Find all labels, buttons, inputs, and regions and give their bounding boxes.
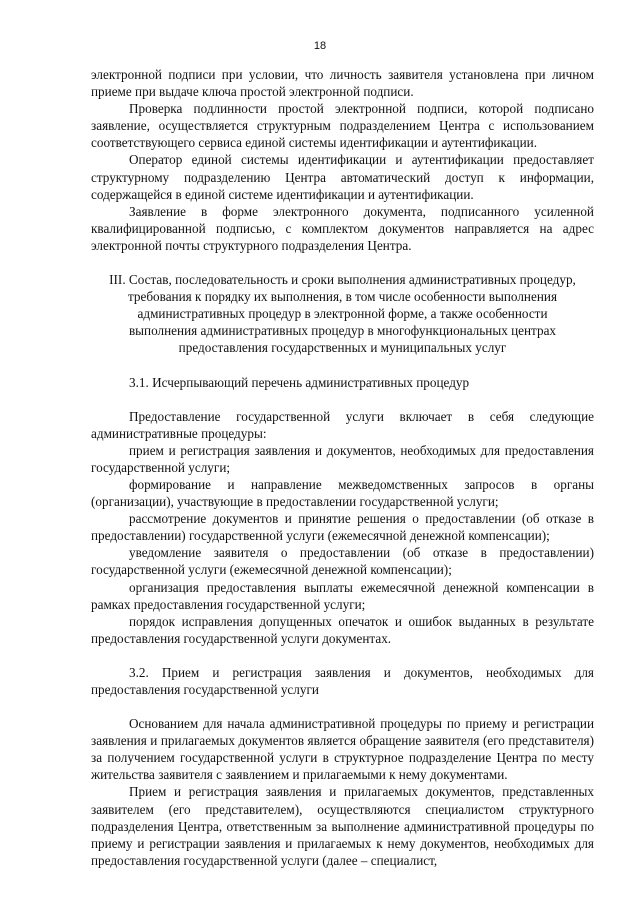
- subheading: 3.1. Исчерпывающий перечень административных процедур: [129, 374, 470, 390]
- list-item: уведомление заявителя о предоставлении (об отказе в предоставлении) государственной услуги (ежемесячной денежной компенсации);: [91, 545, 594, 578]
- list-item: рассмотрение документов и принятие решения о предоставлении (об отказе в предоставлении) государственной услуги (ежемесячной денежной компенсации);: [91, 511, 594, 544]
- list-item: порядок исправления допущенных опечаток и ошибок выданных в результате предоставления государственной услуги документах.: [91, 613, 594, 646]
- paragraph: Проверка подлинности простой электронной подписи, которой подписано заявление, осуществляется структурным подразделением Центра с использованием соответствующего сервиса единой системы идентификации и аутентификации.: [91, 101, 594, 151]
- list-intro: Предоставление государственной услуги включает в себя следующие административные процедуры:: [91, 408, 594, 441]
- paragraph: Заявление в форме электронного документа, подписанного усиленной квалифицированной подписью, с комплектом документов направляется на адрес электронной почты структурного подразделения Центра.: [91, 203, 594, 253]
- page-number: 18: [313, 40, 327, 52]
- section-heading: III. Состав, последовательность и сроки выполнения административных процедур, требования к порядку их выполнения, в том числе особенности выполнения административных процедур в электронной форме, а также особенности выполнения административных процедур в многофункциональных центрах предоставления государственных и муниципальных услуг: [109, 272, 576, 356]
- paragraph: Прием и регистрация заявления и прилагаемых документов, представленных заявителем (его представителем), осуществляются специалистом структурного подразделения Центра, ответственным за выполнение административной процедуры по приему и регистрации заявления и прилагаемых к нему документов, необходимых для предоставления государственной услуги (далее – специалист,: [91, 784, 594, 868]
- paragraph: Оператор единой системы идентификации и аутентификации предоставляет структурному подразделению Центра автоматический доступ к информации, содержащейся в единой системе идентификации и аутентификации.: [91, 152, 594, 202]
- list-item: прием и регистрация заявления и документов, необходимых для предоставления государственной услуги;: [91, 442, 594, 475]
- list-item: организация предоставления выплаты ежемесячной денежной компенсации в рамках предоставления государственной услуги;: [91, 579, 594, 612]
- document-body: [91, 66, 594, 869]
- paragraph: Основанием для начала административной процедуры по приему и регистрации заявления и прилагаемых документов является обращение заявителя (его представителя) за получением государственной услуги в структурное подразделение Центра по месту жительства заявителя с заявлением и прилагаемыми к нему документами.: [91, 716, 594, 783]
- list-item: формирование и направление межведомственных запросов в органы (организации), участвующие в предоставлении государственной услуги;: [91, 476, 594, 510]
- paragraph: электронной подписи при условии, что личность заявителя установлена при личном приеме при выдаче ключа простой электронной подписи.: [91, 67, 594, 100]
- subheading: 3.2. Прием и регистрация заявления и документов, необходимых для предоставления государственной услуги: [91, 664, 594, 697]
